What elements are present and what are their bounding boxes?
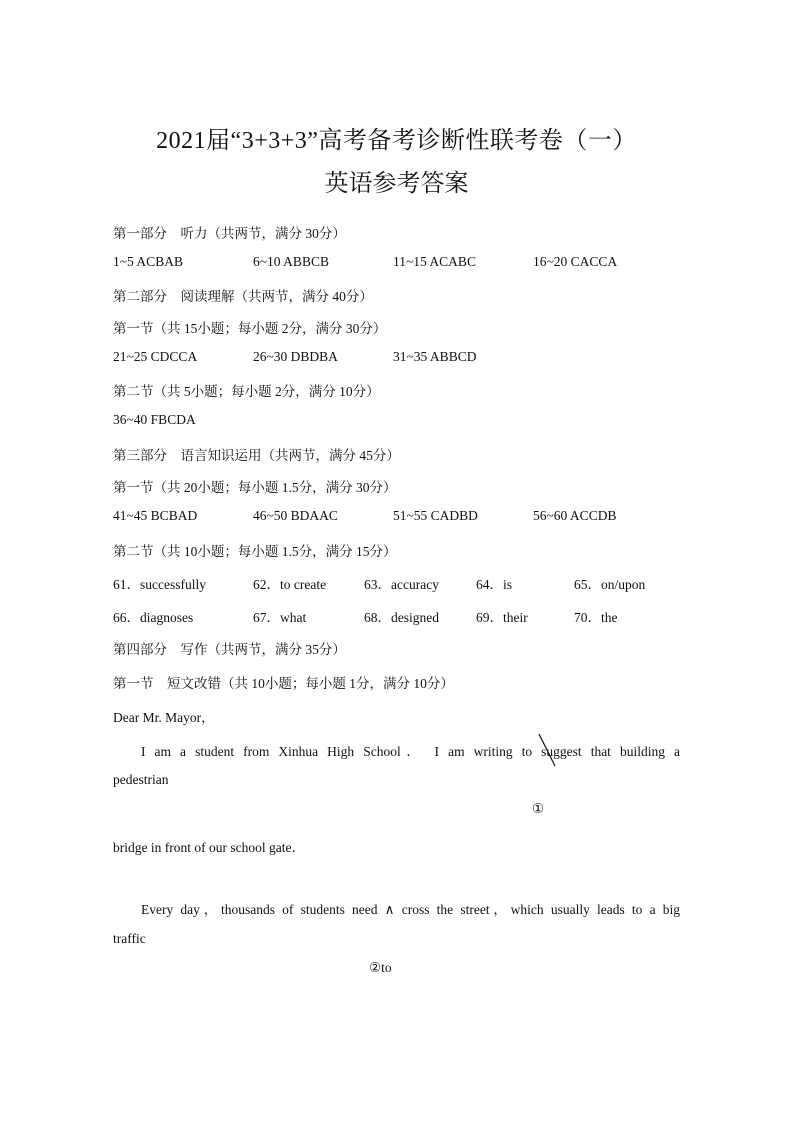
part3-section1-heading: 第一节（共 20小题；每小题 1.5分，满分 30分） — [113, 480, 397, 495]
answer-group: 56~60 ACCDB — [533, 508, 617, 523]
letter-p1-line1: I am a student from Xinhua High School． I am writing to suggest that building a — [141, 744, 680, 759]
answer-group: 21~25 CDCCA — [113, 349, 198, 364]
letter-p2-line1: Every day，thousands of students need ∧ cross the street，which usually leads to a big — [141, 902, 680, 917]
answer-group: 16~20 CACCA — [533, 254, 618, 269]
answer-group: 31~35 ABBCD — [393, 349, 477, 364]
answer-item: 66．diagnoses — [113, 610, 194, 625]
part2-heading: 第二部分 阅读理解（共两节，满分 40分） — [113, 289, 373, 304]
answer-item: 69．their — [476, 610, 528, 625]
part3-section2-heading: 第二节（共 10小题；每小题 1.5分，满分 15分） — [113, 544, 397, 559]
answer-group: 51~55 CADBD — [393, 508, 478, 523]
correction-mark-2: ②to — [369, 960, 392, 975]
answer-group: 6~10 ABBCB — [253, 254, 329, 269]
answer-group: 41~45 BCBAD — [113, 508, 198, 523]
answer-item: 64．is — [476, 577, 513, 592]
deletion-mark-icon — [538, 733, 556, 767]
correction-mark-1: ① — [532, 801, 545, 816]
part4-heading: 第四部分 写作（共两节，满分 35分） — [113, 642, 346, 657]
answer-item: 67．what — [253, 610, 307, 625]
answer-group: 46~50 BDAAC — [253, 508, 338, 523]
answer-group: 1~5 ACBAB — [113, 254, 183, 269]
answer-group: 26~30 DBDBA — [253, 349, 338, 364]
answer-group: 36~40 FBCDA — [113, 412, 196, 427]
part4-section1-heading: 第一节 短文改错（共 10小题；每小题 1分，满分 10分） — [113, 676, 454, 691]
document-subtitle: 英语参考答案 — [324, 171, 469, 197]
part2-section1-heading: 第一节（共 15小题；每小题 2分，满分 30分） — [113, 321, 387, 336]
letter-greeting: Dear Mr. Mayor， — [113, 710, 215, 725]
part3-heading: 第三部分 语言知识运用（共两节，满分 45分） — [113, 448, 400, 463]
document-title: 2021届“3+3+3”高考备考诊断性联考卷（一） — [156, 128, 637, 154]
part1-heading: 第一部分 听力（共两节，满分 30分） — [113, 226, 346, 241]
letter-p1-line2: pedestrian — [113, 772, 169, 787]
letter-p1-line3: bridge in front of our school gate． — [113, 840, 305, 855]
answer-item: 70．the — [574, 610, 618, 625]
answer-group: 11~15 ACABC — [393, 254, 476, 269]
part2-section2-heading: 第二节（共 5小题；每小题 2分，满分 10分） — [113, 384, 380, 399]
letter-p2-line2: traffic — [113, 931, 146, 946]
answer-item: 62．to create — [253, 577, 327, 592]
answer-item: 68．designed — [364, 610, 439, 625]
answer-item: 65．on/upon — [574, 577, 646, 592]
answer-item: 63．accuracy — [364, 577, 439, 592]
answer-item: 61．successfully — [113, 577, 206, 592]
